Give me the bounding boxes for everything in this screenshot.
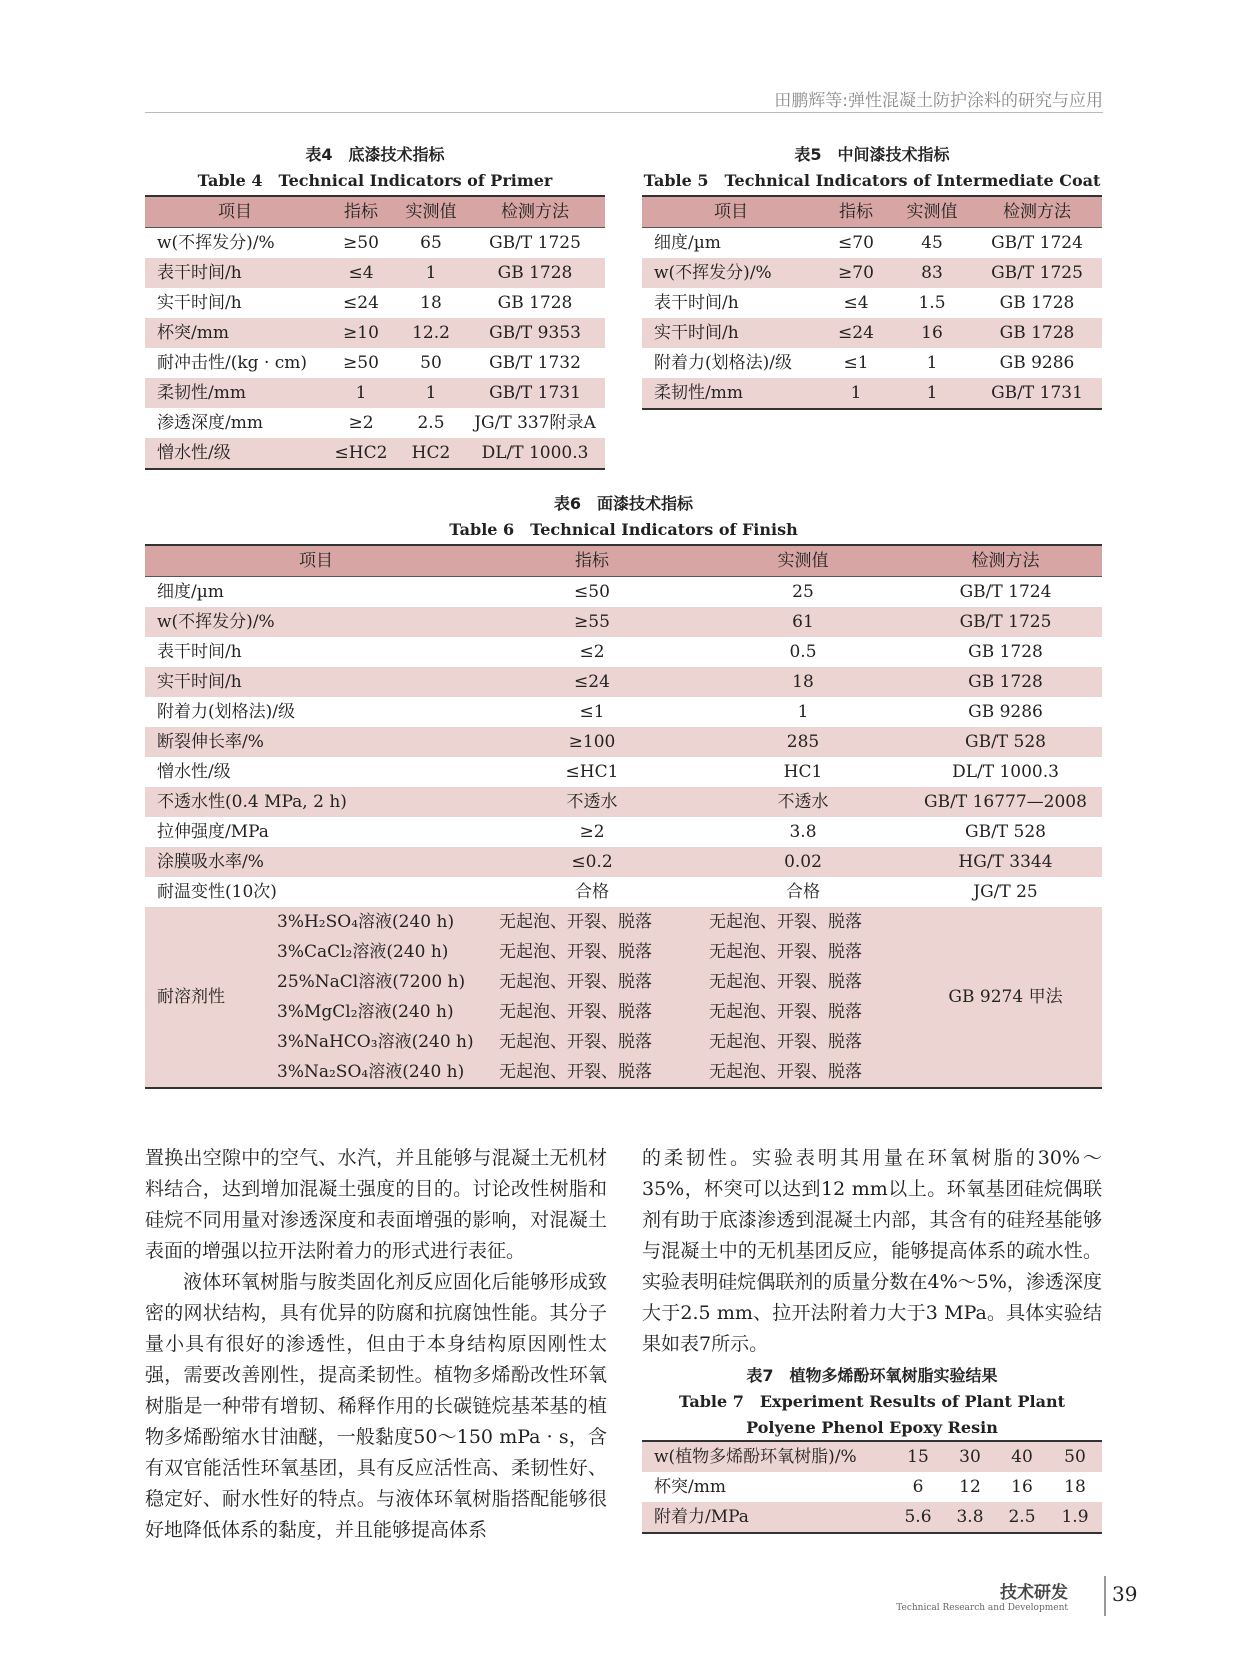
table-cell: 耐温变性(10次) <box>157 882 277 902</box>
table-row <box>145 348 605 378</box>
table-cell: 实干时间/h <box>145 667 487 697</box>
table-row <box>642 378 1102 409</box>
table-cell: ≤24 <box>487 667 697 697</box>
running-header <box>145 86 1103 113</box>
table4-header: 检测方法 <box>465 196 605 228</box>
table-cell: 1 <box>325 378 397 408</box>
table-cell: 3%Na₂SO₄溶液(240 h) <box>265 1057 487 1088</box>
table-row <box>145 318 605 348</box>
table-row <box>145 438 605 469</box>
table-cell: GB 1728 <box>909 667 1102 697</box>
table-cell: 不透水 <box>487 787 697 817</box>
table-cell: 附着力(划格法)/级 <box>654 353 792 373</box>
table-cell: 0.5 <box>789 642 817 662</box>
table-row <box>642 1472 1102 1502</box>
table6-caption-en: Table 6 Technical Indicators of Finish <box>449 520 798 539</box>
table-cell: 杯突/mm <box>145 318 325 348</box>
table5-header: 实测值 <box>892 196 972 228</box>
table-cell: 合格 <box>786 882 820 902</box>
table-cell: 45 <box>921 233 943 253</box>
table-cell: 3%NaHCO₃溶液(240 h) <box>265 1027 487 1057</box>
table-row <box>145 408 605 438</box>
table5-caption-en: Table 5 Technical Indicators of Intermediate Coat <box>643 171 1101 190</box>
table-cell: 1.9 <box>1048 1502 1102 1533</box>
table-cell: ≥55 <box>487 607 697 637</box>
table-cell: 3.8 <box>944 1502 996 1533</box>
table-cell: GB/T 9353 <box>465 318 605 348</box>
table-cell: 6 <box>912 1477 924 1497</box>
table-cell: 拉伸强度/MPa <box>157 822 269 842</box>
table-cell: 61 <box>697 607 909 637</box>
table5-header: 项目 <box>642 196 820 228</box>
table6-header: 项目 <box>145 545 487 577</box>
table5-caption-cn: 表5 中间漆技术指标 <box>794 145 950 164</box>
table-cell: 无起泡、开裂、脱落 <box>487 1027 697 1057</box>
table-row <box>145 727 1102 757</box>
table-row <box>642 1441 1102 1472</box>
table5-header: 检测方法 <box>972 196 1102 228</box>
table-cell: 2.5 <box>417 413 445 433</box>
table-cell: 表干时间/h <box>145 258 325 288</box>
table-cell: 1 <box>397 258 465 288</box>
table-cell: 12 <box>959 1477 981 1497</box>
table-cell: 40 <box>996 1441 1048 1472</box>
body-left-column <box>145 1143 607 1546</box>
table-row <box>145 787 1102 817</box>
table-cell: w(不挥发分)/% <box>145 607 487 637</box>
table6-caption-cn: 表6 面漆技术指标 <box>553 494 694 513</box>
table-cell: w(不挥发分)/% <box>157 233 275 253</box>
table-cell: 30 <box>944 1441 996 1472</box>
table-cell: GB 1728 <box>972 318 1102 348</box>
table-cell: ≤2 <box>579 642 605 662</box>
table-cell: ≥50 <box>343 353 379 373</box>
table-cell: 涂膜吸水率/% <box>145 847 487 877</box>
table-cell: 断裂伸长率/% <box>145 727 487 757</box>
table-row <box>642 288 1102 318</box>
table-cell: 无起泡、开裂、脱落 <box>697 967 909 997</box>
table-cell: GB/T 528 <box>965 822 1046 842</box>
table-cell: JG/T 25 <box>973 882 1038 902</box>
table-cell: 18 <box>420 293 442 313</box>
table-cell: ≤4 <box>843 293 869 313</box>
table-cell: 18 <box>697 667 909 697</box>
table-cell: ≤50 <box>574 582 610 602</box>
page-number: 39 <box>1112 1582 1138 1606</box>
footer <box>896 1578 1068 1613</box>
table-cell: 无起泡、开裂、脱落 <box>487 937 697 967</box>
table-cell: ≥50 <box>343 233 379 253</box>
table-cell: 5.6 <box>892 1502 944 1533</box>
table-cell: 1 <box>820 378 892 409</box>
table-cell: GB/T 1725 <box>489 233 581 253</box>
table-cell: 附着力(划格法)/级 <box>157 702 295 722</box>
table-cell: 无起泡、开裂、脱落 <box>697 1057 909 1088</box>
table-row <box>145 697 1102 727</box>
table-cell: 无起泡、开裂、脱落 <box>487 997 697 1027</box>
table-cell: 无起泡、开裂、脱落 <box>697 997 909 1027</box>
table-cell: GB/T 528 <box>909 727 1102 757</box>
table-cell: ≤1 <box>843 353 869 373</box>
table-row <box>642 228 1102 259</box>
solvent-group-label: 耐溶剂性 <box>145 907 265 1088</box>
table4-header: 指标 <box>325 196 397 228</box>
table-cell: 实干时间/h <box>642 318 820 348</box>
table-row <box>145 757 1102 787</box>
table4-caption <box>145 142 605 194</box>
table-cell: ≤24 <box>820 318 892 348</box>
table4 <box>145 195 605 470</box>
table-cell: 16 <box>1011 1477 1033 1497</box>
solvent-method: GB 9274 甲法 <box>909 907 1102 1088</box>
table-cell: GB/T 16777—2008 <box>909 787 1102 817</box>
table-cell: ≤0.2 <box>487 847 697 877</box>
table7-caption <box>642 1363 1102 1441</box>
table-cell: GB 9286 <box>999 353 1075 373</box>
body-right-column <box>642 1143 1102 1360</box>
table-cell: ≥70 <box>820 258 892 288</box>
table-cell: 表干时间/h <box>654 293 739 313</box>
table-cell: GB/T 1725 <box>909 607 1102 637</box>
table-cell: 2.5 <box>996 1502 1048 1533</box>
table-cell: 12.2 <box>397 318 465 348</box>
table-cell: DL/T 1000.3 <box>465 438 605 469</box>
table6-header: 实测值 <box>697 545 909 577</box>
table-cell: ≤1 <box>579 702 605 722</box>
table-cell: 15 <box>892 1441 944 1472</box>
table-cell: 无起泡、开裂、脱落 <box>697 907 909 937</box>
table-cell: ≤HC1 <box>565 762 619 782</box>
table-cell: DL/T 1000.3 <box>952 762 1059 782</box>
table-row <box>145 847 1102 877</box>
table-cell: 柔韧性/mm <box>642 378 820 409</box>
table-cell: 无起泡、开裂、脱落 <box>487 1057 697 1088</box>
table4-caption-cn: 表4 底漆技术指标 <box>305 145 445 164</box>
table-cell: 柔韧性/mm <box>145 378 325 408</box>
table-cell: 3.8 <box>789 822 817 842</box>
table-row <box>145 577 1102 608</box>
table-cell: 渗透深度/mm <box>157 413 263 433</box>
table-cell: GB 1728 <box>968 642 1043 662</box>
table4-caption-en: Table 4 Technical Indicators of Primer <box>197 171 553 190</box>
table-row <box>145 667 1102 697</box>
table4-header: 实测值 <box>397 196 465 228</box>
table-row <box>145 258 605 288</box>
table-cell: ≥2 <box>579 822 605 842</box>
table-cell: 细度/µm <box>654 233 721 253</box>
running-title: 田鹏辉等:弹性混凝土防护涂料的研究与应用 <box>774 91 1103 111</box>
table-cell: 无起泡、开裂、脱落 <box>487 907 697 937</box>
table5-caption <box>642 142 1102 194</box>
table6-caption <box>145 491 1102 543</box>
table6-header: 指标 <box>487 545 697 577</box>
table-cell: GB 1728 <box>497 293 573 313</box>
table-cell: 表干时间/h <box>157 642 242 662</box>
table-cell: 杯突/mm <box>654 1477 726 1497</box>
table-cell: 1.5 <box>918 293 946 313</box>
footer-section-cn: 技术研发 <box>1000 1583 1068 1603</box>
table-cell: 细度/µm <box>157 582 224 602</box>
table-cell: 285 <box>697 727 909 757</box>
table4-header: 项目 <box>145 196 325 228</box>
table-cell: 憎水性/级 <box>157 762 231 782</box>
table-row <box>642 258 1102 288</box>
table-cell: 不透水 <box>697 787 909 817</box>
paragraph: 置换出空隙中的空气、水汽，并且能够与混凝土无机材料结合，达到增加混凝土强度的目的。讨论改性树脂和硅烷不同用量对渗透深度和表面增强的影响，对混凝土表面的增强以拉开法附着力的形式进行表征。 <box>145 1147 607 1262</box>
table-cell: 无起泡、开裂、脱落 <box>697 1027 909 1057</box>
table-row <box>642 318 1102 348</box>
table-cell: GB/T 1724 <box>991 233 1083 253</box>
table6 <box>145 544 1102 1089</box>
table-row <box>145 228 605 259</box>
table-cell: ≤HC2 <box>325 438 397 469</box>
table-cell: 65 <box>420 233 442 253</box>
table-cell: 50 <box>420 353 442 373</box>
table-cell: 1 <box>797 702 809 722</box>
table-cell: w(植物多烯酚环氧树脂)/% <box>642 1441 892 1472</box>
table-cell: 50 <box>1048 1441 1102 1472</box>
table-cell: GB/T 1724 <box>959 582 1052 602</box>
table-cell: HG/T 3344 <box>909 847 1102 877</box>
table7-caption-en: Table 7 Experiment Results of Plant Plant Polyene Phenol Epoxy Resin <box>678 1392 1066 1437</box>
table-cell: 25%NaCl溶液(7200 h) <box>265 967 487 997</box>
table-cell: 实干时间/h <box>157 293 242 313</box>
table-cell: 合格 <box>575 882 609 902</box>
table-cell: HC1 <box>783 762 823 782</box>
table-row <box>642 348 1102 378</box>
table7 <box>642 1440 1102 1534</box>
table-cell: 25 <box>792 582 814 602</box>
table-row <box>145 817 1102 847</box>
table-cell: 3%CaCl₂溶液(240 h) <box>265 937 487 967</box>
table-cell: HC2 <box>397 438 465 469</box>
table-cell: ≥100 <box>487 727 697 757</box>
table-cell: 无起泡、开裂、脱落 <box>697 937 909 967</box>
table-row <box>145 907 1102 937</box>
table-row <box>145 607 1102 637</box>
table-cell: 18 <box>1064 1477 1086 1497</box>
table-row <box>145 637 1102 667</box>
table7-caption-cn: 表7 植物多烯酚环氧树脂实验结果 <box>746 1366 998 1385</box>
table-cell: 不透水性(0.4 MPa, 2 h) <box>145 787 487 817</box>
table-row <box>145 877 1102 907</box>
table-row <box>145 288 605 318</box>
table-cell: GB 1728 <box>465 258 605 288</box>
table-cell: ≤4 <box>325 258 397 288</box>
table-cell: 3%MgCl₂溶液(240 h) <box>265 997 487 1027</box>
table-cell: 1 <box>926 353 938 373</box>
table-cell: 0.02 <box>697 847 909 877</box>
table-cell: 无起泡、开裂、脱落 <box>487 967 697 997</box>
table-cell: 附着力/MPa <box>642 1502 892 1533</box>
table-cell: 83 <box>892 258 972 288</box>
table-row <box>145 378 605 408</box>
table-cell: 1 <box>397 378 465 408</box>
table-cell: 憎水性/级 <box>145 438 325 469</box>
table-cell: GB 1728 <box>999 293 1075 313</box>
footer-section-en: Technical Research and Development <box>896 1603 1068 1613</box>
table-cell: w(不挥发分)/% <box>642 258 820 288</box>
table-cell: GB/T 1731 <box>465 378 605 408</box>
table5-header: 指标 <box>820 196 892 228</box>
table5 <box>642 195 1102 410</box>
table-cell: JG/T 337附录A <box>474 413 596 433</box>
table-cell: GB 9286 <box>968 702 1043 722</box>
table6-header: 检测方法 <box>909 545 1102 577</box>
page-number-box <box>1104 1576 1142 1616</box>
table-row <box>642 1502 1102 1533</box>
table-cell: GB/T 1725 <box>972 258 1102 288</box>
paragraph: 液体环氧树脂与胺类固化剂反应固化后能够形成致密的网状结构，具有优异的防腐和抗腐蚀性能。其分子量小具有很好的渗透性，但由于本身结构原因刚性太强，需要改善刚性，提高柔韧性。植物多烯酚改性环氧树脂是一种带有增韧、稀释作用的长碳链烷基苯基的植物多烯酚缩水甘油醚，一般黏度50～150 mPa · s，含有双官能活性环氧基团，具有反应活性高、柔韧性好、稳定好、耐水性好的特点。与液体环氧树脂搭配能够很好地降低体系的黏度，并且能够提高体系 <box>145 1271 607 1541</box>
table-cell: GB/T 1732 <box>489 353 581 373</box>
table-cell: 耐冲击性/(kg · cm) <box>157 353 308 373</box>
table-cell: 1 <box>892 378 972 409</box>
table-cell: 16 <box>892 318 972 348</box>
table-cell: ≥2 <box>348 413 374 433</box>
table-cell: ≤70 <box>838 233 874 253</box>
table-cell: 3%H₂SO₄溶液(240 h) <box>265 907 487 937</box>
table-cell: ≥10 <box>325 318 397 348</box>
table-cell: GB/T 1731 <box>972 378 1102 409</box>
table-cell: ≤24 <box>343 293 379 313</box>
paragraph: 的柔韧性。实验表明其用量在环氧树脂的30%～35%，杯突可以达到12 mm以上。环氧基团硅烷偶联剂有助于底漆渗透到混凝土内部，其含有的硅羟基能够与混凝土中的无机基团反应，能够提高体系的疏水性。实验表明硅烷偶联剂的质量分数在4%～5%，渗透深度大于2.5 mm、拉开法附着力大于3 MPa。具体实验结果如表7所示。 <box>642 1147 1102 1355</box>
